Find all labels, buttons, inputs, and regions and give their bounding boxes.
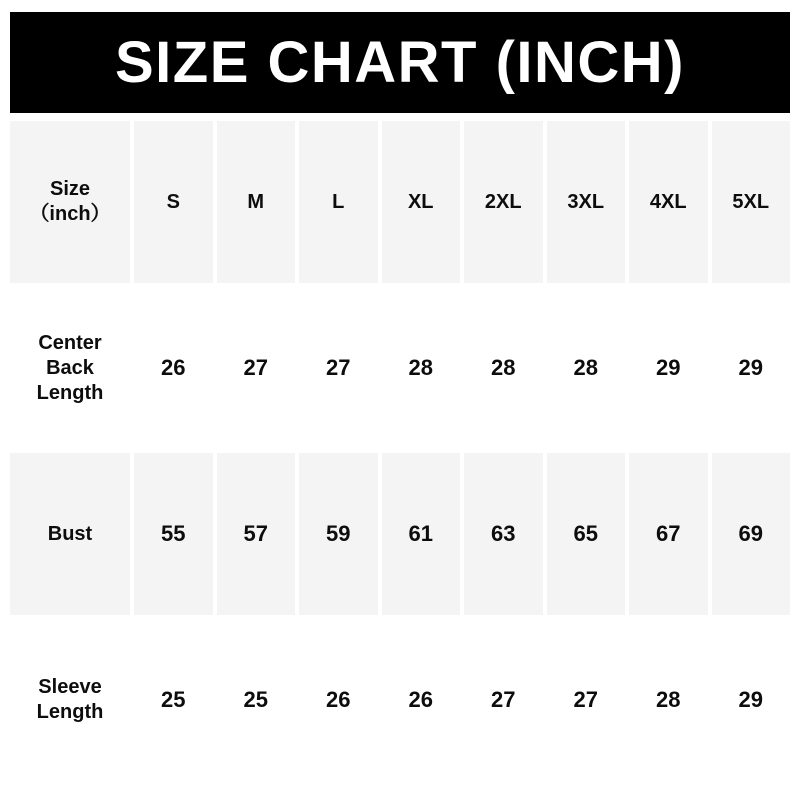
corner-label-line2: （inch） [29, 203, 111, 225]
cell-center-back-length-xl: 28 [382, 287, 461, 449]
column-header-4xl: 4XL [629, 121, 708, 283]
cell-bust-s: 55 [134, 453, 213, 615]
column-header-xl: XL [382, 121, 461, 283]
cell-bust-5xl: 69 [712, 453, 791, 615]
cell-center-back-length-5xl: 29 [712, 287, 791, 449]
cell-center-back-length-4xl: 29 [629, 287, 708, 449]
cell-bust-4xl: 67 [629, 453, 708, 615]
page-title: SIZE CHART (INCH) [114, 30, 685, 95]
size-chart-banner [10, 12, 790, 113]
cell-center-back-length-s: 26 [134, 287, 213, 449]
column-header-s: S [134, 121, 213, 283]
corner-header-cell [10, 121, 130, 283]
cell-sleeve-length-l: 26 [299, 619, 378, 781]
cell-sleeve-length-2xl: 27 [464, 619, 543, 781]
cell-sleeve-length-xl: 26 [382, 619, 461, 781]
row-label-center-back-length: Center Back Length [10, 287, 130, 449]
column-header-m: M [217, 121, 296, 283]
cell-bust-l: 59 [299, 453, 378, 615]
cell-bust-m: 57 [217, 453, 296, 615]
cell-bust-2xl: 63 [464, 453, 543, 615]
cell-center-back-length-l: 27 [299, 287, 378, 449]
cell-center-back-length-m: 27 [217, 287, 296, 449]
cell-center-back-length-3xl: 28 [547, 287, 626, 449]
cell-bust-xl: 61 [382, 453, 461, 615]
cell-sleeve-length-m: 25 [217, 619, 296, 781]
cell-sleeve-length-3xl: 27 [547, 619, 626, 781]
row-label-bust: Bust [10, 453, 130, 615]
cell-center-back-length-2xl: 28 [464, 287, 543, 449]
cell-sleeve-length-4xl: 28 [629, 619, 708, 781]
corner-label-line1: Size [49, 178, 91, 200]
column-header-5xl: 5XL [712, 121, 791, 283]
column-header-3xl: 3XL [547, 121, 626, 283]
cell-sleeve-length-5xl: 29 [712, 619, 791, 781]
cell-sleeve-length-s: 25 [134, 619, 213, 781]
size-chart-table [10, 121, 790, 781]
cell-bust-3xl: 65 [547, 453, 626, 615]
column-header-2xl: 2XL [464, 121, 543, 283]
column-header-l: L [299, 121, 378, 283]
row-label-sleeve-length: Sleeve Length [10, 619, 130, 781]
